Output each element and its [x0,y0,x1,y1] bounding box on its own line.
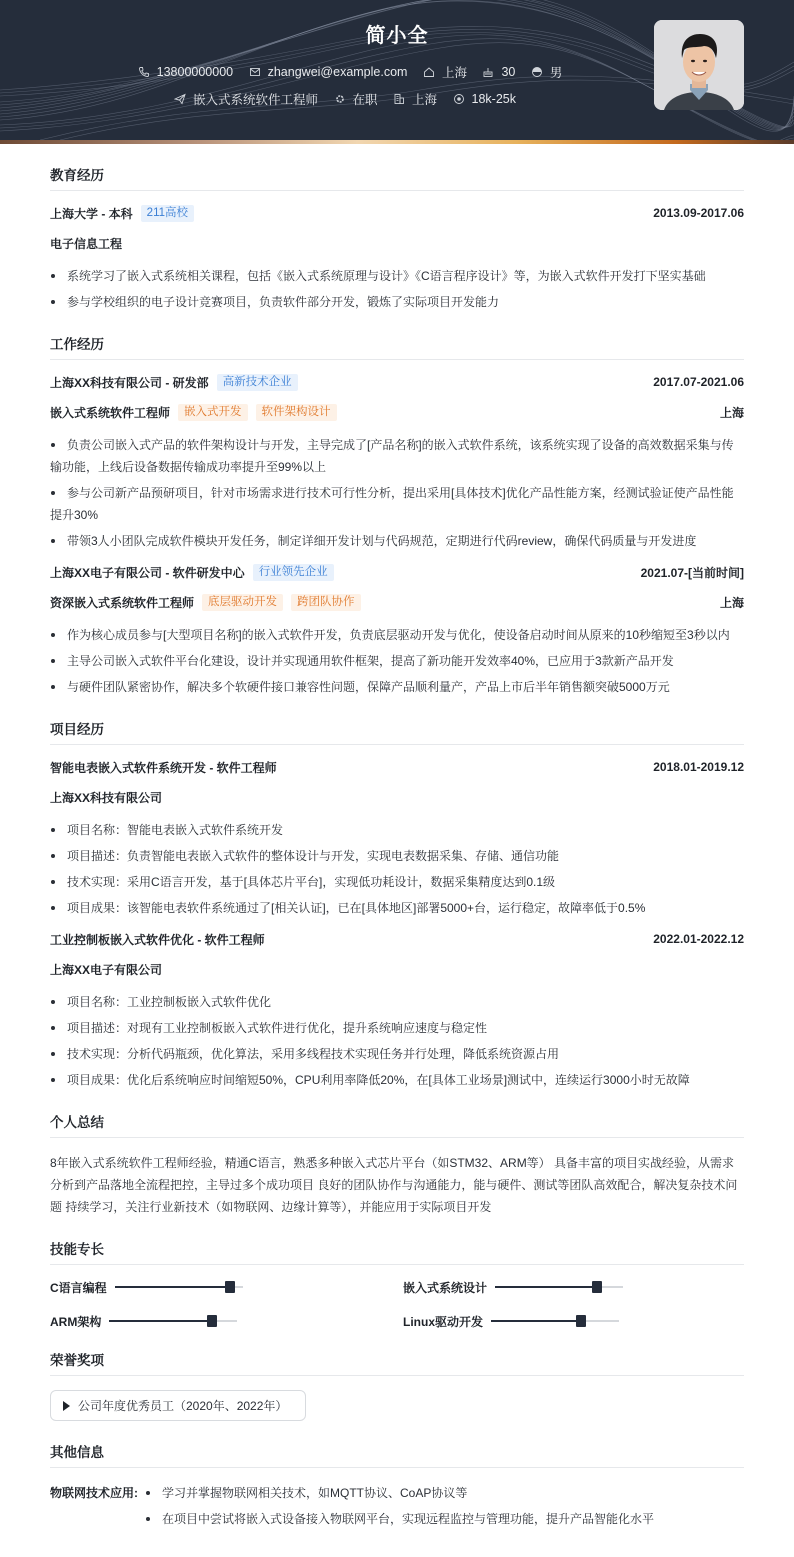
company-tag: 行业领先企业 [253,564,334,581]
work-date: 2017.07-2021.06 [653,375,744,389]
project-date: 2018.01-2019.12 [653,760,744,774]
skill-item [403,1279,744,1295]
list-item: 在项目中尝试将嵌入式设备接入物联网平台，实现远程监控与管理功能，提升产品智能化水平 [145,1508,654,1530]
skill-bar-fill [495,1286,597,1288]
location-item [423,63,467,81]
resume-body [0,164,794,1534]
project-name: 工业控制板嵌入式软件优化 - 软件工程师 [50,932,265,947]
age-icon [482,66,494,78]
project-company: 上海XX科技有限公司 [50,790,163,805]
list-item: 主导公司嵌入式软件平台化建设，设计并实现通用软件框架，提高了新功能开发效率40%，已应用于3款新产品开发 [50,650,744,672]
skill-name: Linux驱动开发 [403,1314,483,1329]
list-item: 技术实现：采用C语言开发，基于[具体芯片平台]，实现低功耗设计，数据采集精度达到0.1级 [50,871,744,893]
avatar [654,20,744,110]
school-name: 上海大学 - 本科 [50,206,133,221]
list-item: 带领3人小团队完成软件模块开发任务，制定详细开发计划与代码规范，定期进行代码review，确保代码质量与开发进度 [50,530,744,552]
list-item: 与硬件团队紧密协作，解决多个软硬件接口兼容性问题，保障产品顺利量产，产品上市后半年销售额突破5000万元 [50,676,744,698]
section-title: 项目经历 [50,718,744,745]
other-info-label: 物联网技术应用: [50,1486,138,1500]
role-tag: 底层驱动开发 [202,594,283,611]
job-status-text: 在职 [352,93,378,107]
summary-text: 8年嵌入式系统软件工程师经验，精通C语言，熟悉多种嵌入式芯片平台（如STM32、ARM等） 具备丰富的项目实战经验，从需求分析到产品落地全流程把控，主导过多个成功项目 良好的团队协作与沟通能力，能与硬件、测试等团队高效配合，解决复杂技术问题 持续学习，关注行业新技术（如物联网、边缘计算等），并能应用于实际项目开发 [50,1156,738,1214]
skill-bar-thumb [592,1281,602,1293]
education-date: 2013.09-2017.06 [653,206,744,220]
salary-text: 18k-25k [471,92,516,106]
send-icon [174,93,186,105]
list-item: 项目名称：工业控制板嵌入式软件优化 [50,991,744,1013]
email-item [249,65,408,79]
list-item: 项目描述：对现有工业控制板嵌入式软件进行优化，提升系统响应速度与稳定性 [50,1017,744,1039]
skill-bar-thumb [576,1315,586,1327]
major: 电子信息工程 [50,236,123,251]
skill-item [403,1313,744,1329]
gender-text: 男 [549,66,563,80]
summary-section [50,1111,744,1218]
skill-bar-fill [491,1320,581,1322]
location-text: 上海 [441,66,467,80]
project-date: 2022.01-2022.12 [653,932,744,946]
age-item [482,65,515,79]
skill-item [50,1313,403,1329]
awards-section [50,1349,744,1421]
skill-name: C语言编程 [50,1280,107,1295]
award-text: 公司年度优秀员工（2020年、2022年） [78,1399,288,1413]
other-info-section [50,1441,744,1534]
skill-bar-thumb [225,1281,235,1293]
skill-bar [109,1320,237,1322]
contact-info-row [90,63,610,81]
skill-item [50,1279,403,1295]
work-entry [50,564,744,698]
skill-bar-fill [109,1320,211,1322]
list-item: 项目描述：负责智能电表嵌入式软件的整体设计与开发，实现电表数据采集、存储、通信功能 [50,845,744,867]
section-title: 教育经历 [50,164,744,191]
salary-icon [453,93,465,105]
work-date: 2021.07-[当前时间] [640,565,744,580]
gender-item [531,63,563,81]
role-tag: 跨团队协作 [291,594,361,611]
job-title-text: 嵌入式系统软件工程师 [193,93,319,107]
job-role: 嵌入式系统软件工程师 [50,405,171,420]
mail-icon [249,66,261,78]
projects-section [50,718,744,1091]
skill-bar [491,1320,619,1322]
education-section [50,164,744,313]
work-location: 上海 [719,595,744,610]
company-tag: 高新技术企业 [217,374,298,391]
building-icon [393,93,405,105]
school-tag: 211高校 [141,205,194,222]
skill-name: 嵌入式系统设计 [403,1280,488,1295]
phone-item [138,65,233,79]
candidate-name: 简小全 [365,25,429,47]
job-info-row [110,90,580,108]
section-title: 荣誉奖项 [50,1349,744,1376]
list-item: 参与公司新产品预研项目，针对市场需求进行技术可行性分析，提出采用[具体技术]优化产品性能方案，经测试验证使产品性能提升30% [50,482,744,526]
list-item: 学习并掌握物联网相关技术，如MQTT协议、CoAP协议等 [145,1482,654,1504]
section-title: 其他信息 [50,1441,744,1468]
resume-header [0,0,794,140]
status-icon [334,93,346,105]
project-entry [50,931,744,1091]
role-tag: 嵌入式开发 [178,404,248,421]
list-item: 负责公司嵌入式产品的软件架构设计与开发，主导完成了[产品名称]的嵌入式软件系统，该系统实现了设备的高效数据采集与传输功能，上线后设备数据传输成功率提升至99%以上 [50,434,744,478]
phone-icon [138,66,150,78]
salary-item [453,92,516,106]
list-item: 作为核心成员参与[大型项目名称]的嵌入式软件开发，负责底层驱动开发与优化，使设备启动时间从原来的10秒缩短至3秒以内 [50,624,744,646]
award-item[interactable] [50,1390,306,1421]
caret-right-icon [63,1401,70,1411]
education-entry [50,205,744,313]
header-accent-bar [0,140,794,144]
skill-bar [495,1286,623,1288]
list-item: 项目成果：该智能电表软件系统通过了[相关认证]，已在[具体地区]部署5000+台，运行稳定，故障率低于0.5% [50,897,744,919]
company-name: 上海XX科技有限公司 - 研发部 [50,375,209,390]
work-location: 上海 [719,405,744,420]
phone-text: 13800000000 [156,65,234,79]
list-item: 项目名称：智能电表嵌入式软件系统开发 [50,819,744,841]
section-title: 技能专长 [50,1238,744,1265]
work-entry [50,374,744,552]
job-status-item [334,90,378,108]
project-entry [50,759,744,919]
skill-bar [115,1286,243,1288]
section-title: 工作经历 [50,333,744,360]
list-item: 参与学校组织的电子设计竞赛项目，负责软件部分开发，锻炼了实际项目开发能力 [50,291,744,313]
job-title-item [174,90,318,108]
skill-bar-thumb [207,1315,217,1327]
skill-bar-fill [115,1286,230,1288]
skill-name: ARM架构 [50,1314,102,1329]
job-city-item [393,90,437,108]
list-item: 技术实现：分析代码瓶颈，优化算法，采用多线程技术实现任务并行处理，降低系统资源占用 [50,1043,744,1065]
email-text: zhangwei@example.com [267,65,408,79]
section-title: 个人总结 [50,1111,744,1138]
job-role: 资深嵌入式系统软件工程师 [50,595,195,610]
skills-section [50,1238,744,1329]
gender-icon [531,66,543,78]
list-item: 项目成果：优化后系统响应时间缩短50%，CPU利用率降低20%，在[具体工业场景]测试中，连续运行3000小时无故障 [50,1069,744,1091]
company-name: 上海XX电子有限公司 - 软件研发中心 [50,565,245,580]
avatar-illustration [654,20,744,110]
project-company: 上海XX电子有限公司 [50,962,163,977]
work-section [50,333,744,698]
role-tag: 软件架构设计 [256,404,337,421]
list-item: 系统学习了嵌入式系统相关课程，包括《嵌入式系统原理与设计》《C语言程序设计》等，为嵌入式软件开发打下坚实基础 [50,265,744,287]
home-icon [423,66,435,78]
project-name: 智能电表嵌入式软件系统开发 - 软件工程师 [50,760,277,775]
job-city-text: 上海 [412,93,438,107]
age-text: 30 [501,65,516,79]
